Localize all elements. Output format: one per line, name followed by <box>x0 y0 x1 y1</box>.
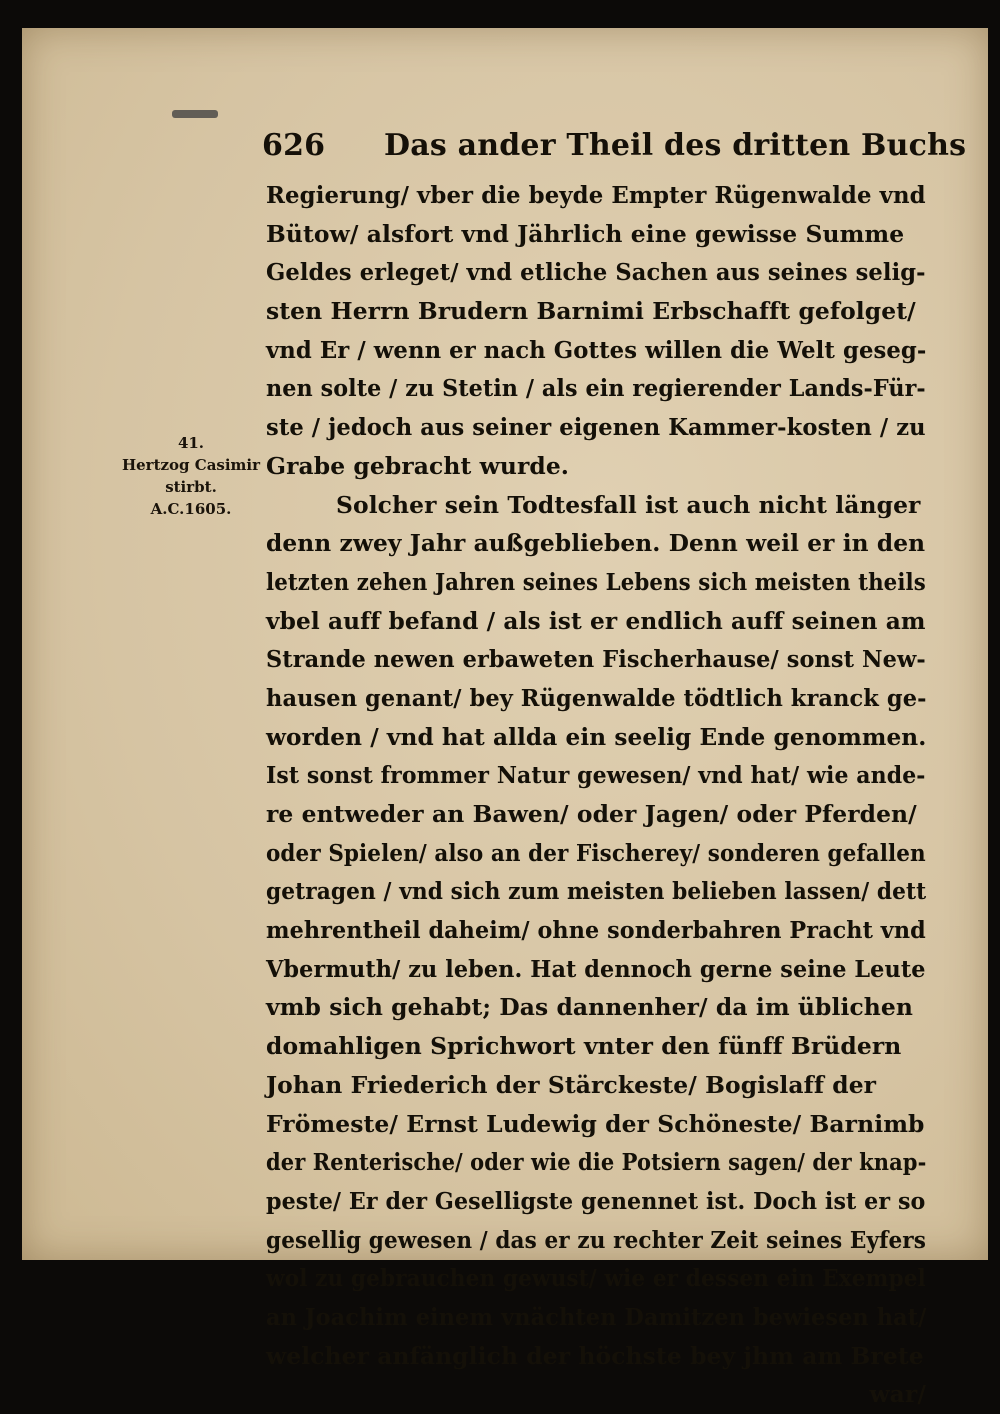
scan-smudge <box>172 110 218 118</box>
text-line: oder Spielen/ also an der Fischerey/ sonderen gefallen <box>266 838 926 867</box>
text-line: wol zu gebrauchen gewust/ wie er dessen ein Exempel <box>266 1264 926 1293</box>
text-line: nen solte / zu Stetin / als ein regierender Lands-Für- <box>266 374 926 403</box>
text-line: Solcher sein Todtesfall ist auch nicht länger <box>336 490 921 519</box>
text-line: worden / vnd hat allda ein seelig Ende genommen. <box>266 722 927 751</box>
text-line: Geldes erleget/ vnd etliche Sachen aus seines selig- <box>266 258 926 287</box>
text-line: Bütow/ alsfort vnd Jährlich eine gewisse Summe <box>266 219 905 248</box>
text-line: Johan Friederich der Stärckeste/ Bogislaff der <box>266 1070 877 1099</box>
text-line: getragen / vnd sich zum meisten belieben lassen/ dett <box>266 877 927 906</box>
text-line: mehrentheil daheim/ ohne sonderbahren Pracht vnd <box>266 916 926 945</box>
text-line: gesellig gewesen / das er zu rechter Zeit seines Eyfers <box>266 1225 927 1254</box>
catchword: war/ <box>869 1380 926 1409</box>
text-line: ste / jedoch aus seiner eigenen Kammer-kosten / zu <box>266 413 926 442</box>
book-page <box>22 28 988 1409</box>
text-line: re entweder an Bawen/ oder Jagen/ oder Pferden/ <box>266 800 917 828</box>
text-line: domahligen Sprichwort vnter den fünff Brüdern <box>266 1032 902 1061</box>
text-line: Strande newen erbaweten Fischerhause/ sonst New- <box>266 645 926 674</box>
text-line: Ist sonst frommer Natur gewesen/ vnd hat/ wie ande- <box>266 761 926 790</box>
text-line: peste/ Er der Geselligste genennet ist. Doch ist er so <box>266 1186 926 1215</box>
margin-note-line: Hertzog Casimir <box>121 456 261 474</box>
text-line: welcher anfänglich der höchste bey jhm am Brete <box>266 1341 924 1370</box>
text-line: Vbermuth/ zu leben. Hat dennoch gerne seine Leute <box>266 954 926 983</box>
text-line: hausen genant/ bey Rügenwalde tödtlich kranck ge- <box>266 683 927 712</box>
text-line: Frömeste/ Ernst Ludewig der Schöneste/ Barnimb <box>266 1109 925 1138</box>
margin-note-line: 41. <box>177 434 205 452</box>
text-line: vbel auff befand / als ist er endlich auff seinen am <box>266 606 926 635</box>
text-line: vnd Er / wenn er nach Gottes willen die Welt geseg- <box>266 335 927 364</box>
text-line: vmb sich gehabt; Das dannenher/ da im üblichen <box>266 993 913 1022</box>
text-line: denn zwey Jahr außgeblieben. Denn weil er in den <box>266 529 926 558</box>
margin-note-line: A.C.1605. <box>150 500 232 518</box>
running-head: Das ander Theil des dritten Buchs <box>384 128 967 163</box>
text-line: der Renterische/ oder wie die Potsiern sagen/ der knap- <box>266 1148 927 1177</box>
body-text <box>266 176 926 1414</box>
text-line: an Joachim einem vnächten Damitzen bewiesen hat/ <box>266 1302 927 1331</box>
margin-note <box>118 432 264 520</box>
text-line: sten Herrn Brudern Barnimi Erbschafft gefolget/ <box>266 297 916 326</box>
margin-note-line: stirbt. <box>165 478 217 496</box>
text-line: letzten zehen Jahren seines Lebens sich meisten theils <box>266 567 926 596</box>
text-line: Regierung/ vber die beyde Empter Rügenwalde vnd <box>266 181 926 209</box>
page-number: 626 <box>262 128 326 163</box>
text-line: Grabe gebracht wurde. <box>266 451 570 480</box>
